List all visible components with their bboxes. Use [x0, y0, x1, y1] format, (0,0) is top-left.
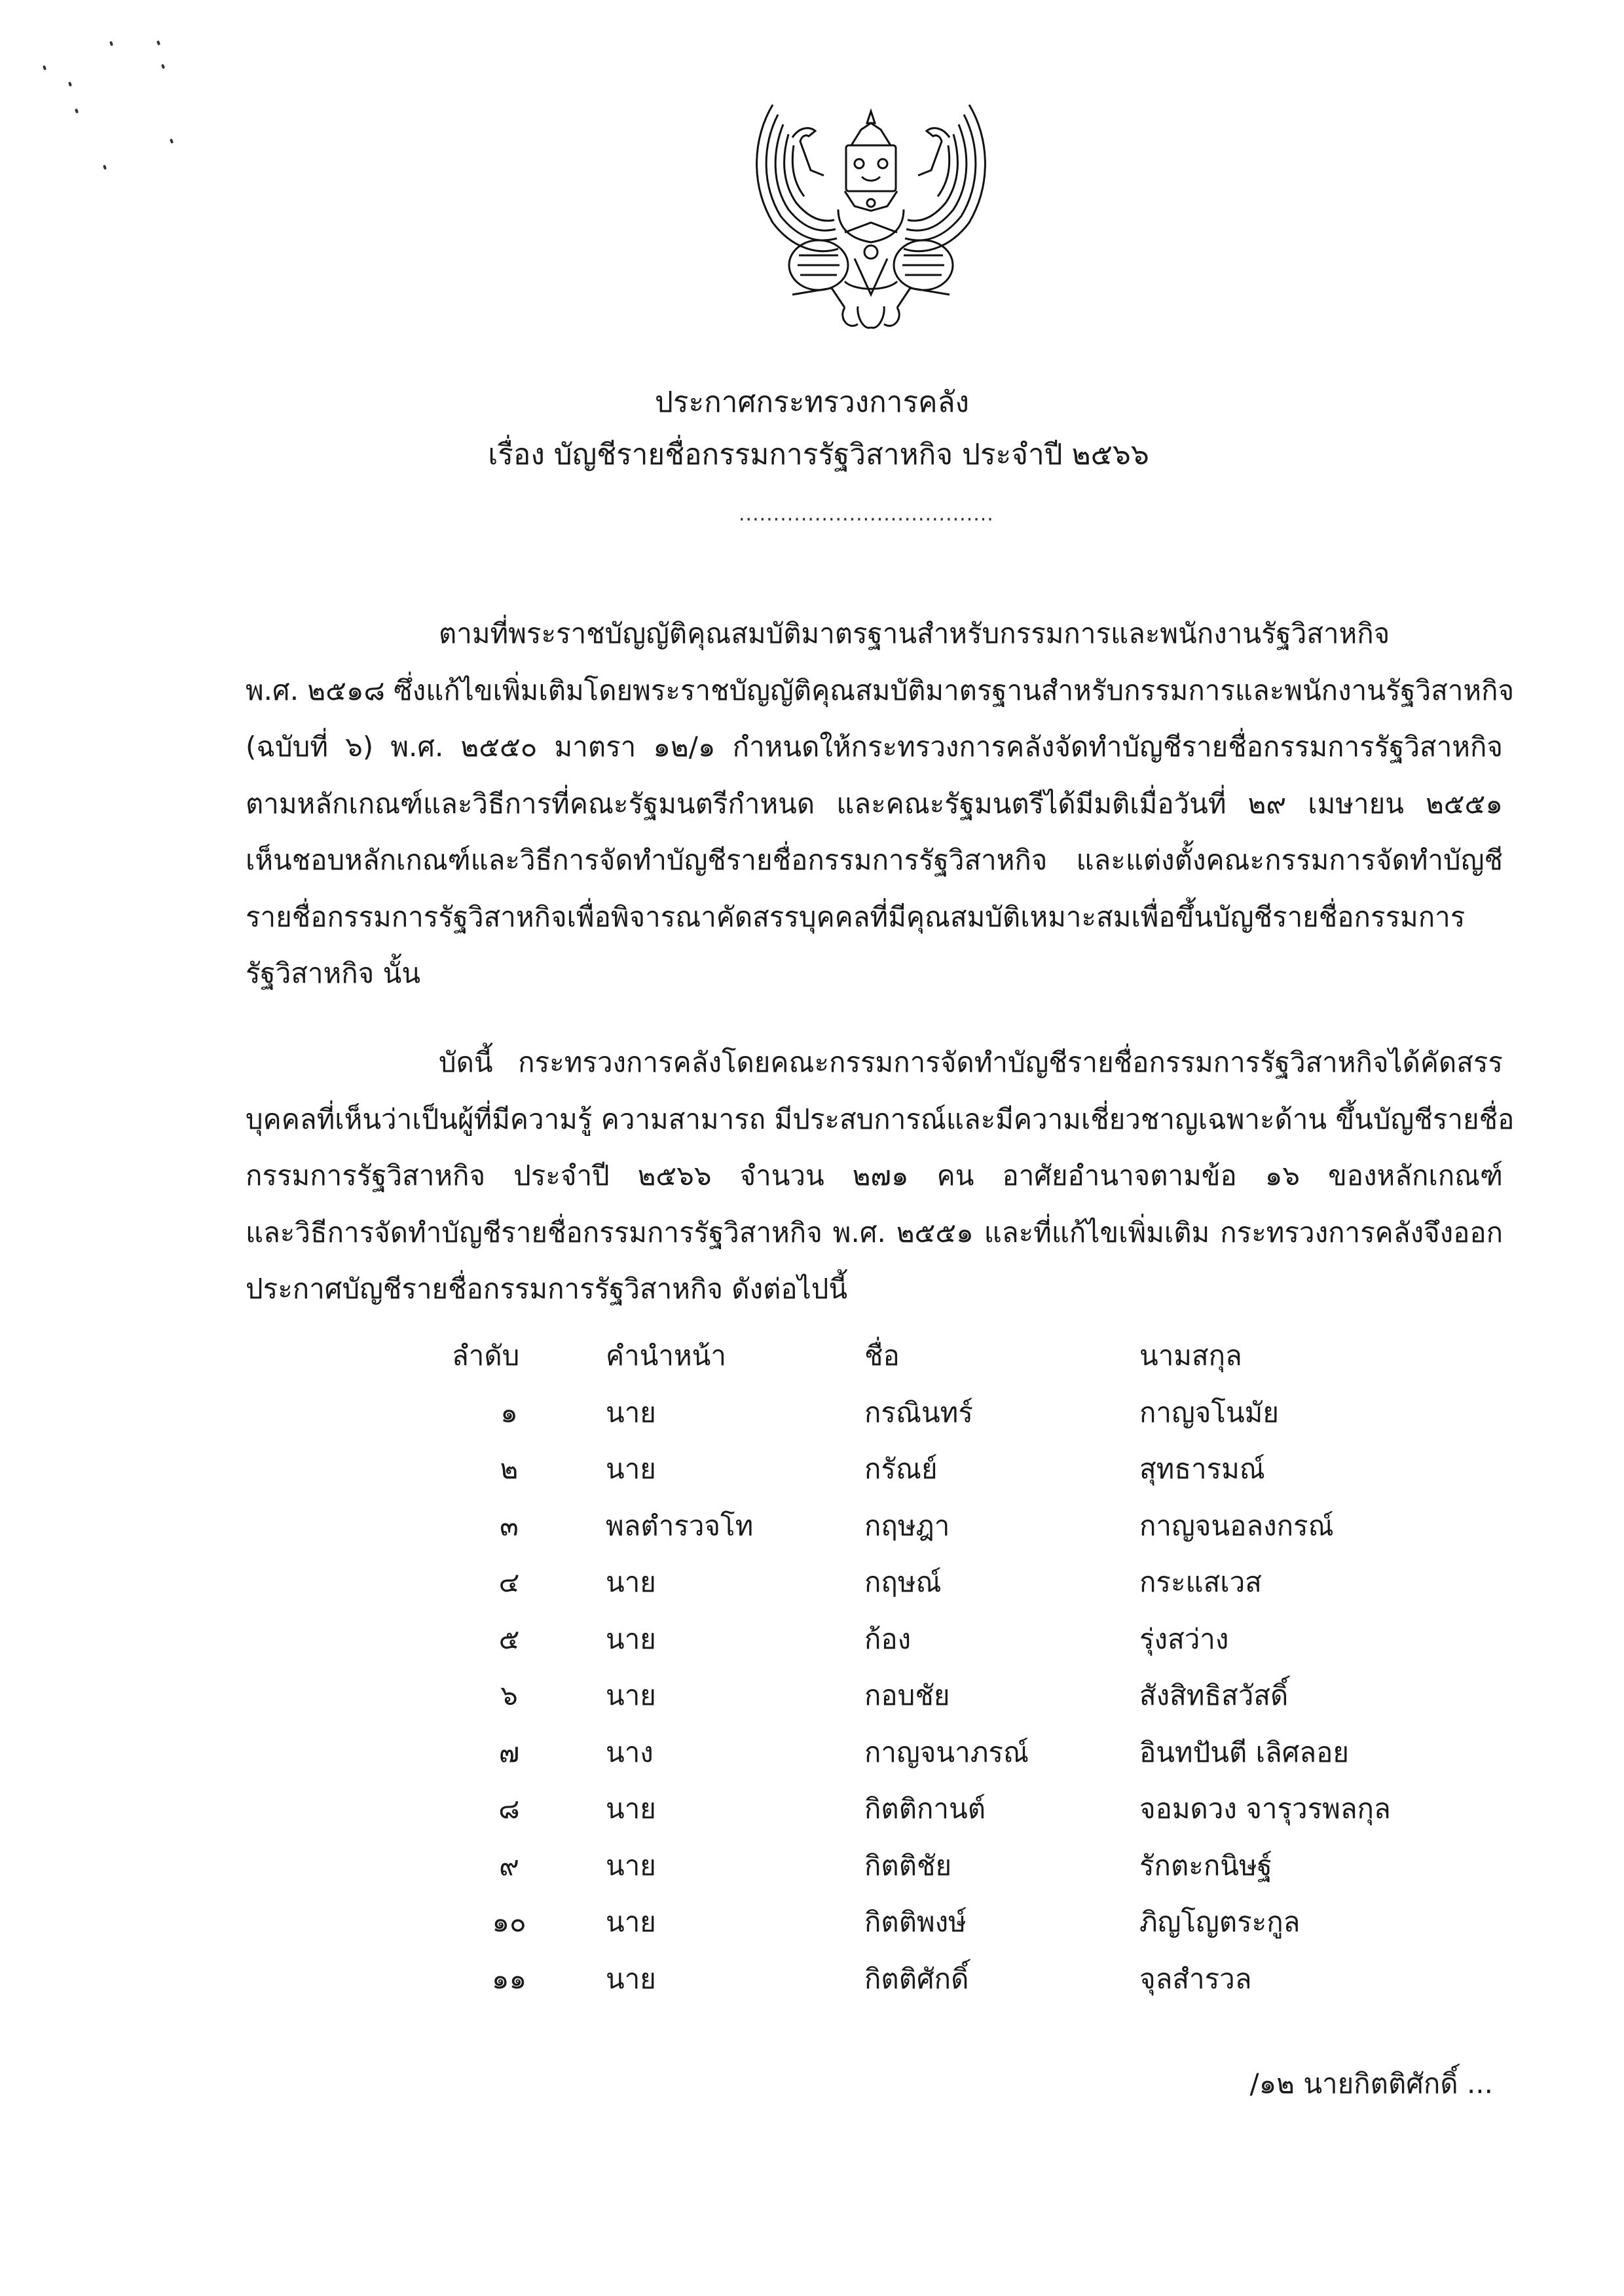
row-prefix: นาย: [606, 1849, 656, 1882]
row-first-name: กิตติศักดิ์: [864, 1962, 969, 1995]
row-number: ๘: [498, 1793, 520, 1825]
page-continuation: /๑๒ นายกิตติศักดิ์ ...: [1249, 2068, 1493, 2100]
row-prefix: นาย: [606, 1962, 656, 1995]
row-first-name: กอบชัย: [864, 1679, 950, 1712]
paragraph-line: เห็นชอบหลักเกณฑ์และวิธีการจัดทำบัญชีรายชื่อกรรมการรัฐวิสาหกิจ และแต่งตั้งคณะกรรมการจัดทำบัญชี: [246, 844, 1503, 876]
row-last-name: กระแสเวส: [1139, 1566, 1262, 1599]
scan-speck: [109, 41, 113, 46]
row-prefix: นาย: [606, 1622, 656, 1655]
row-last-name: อินทปันตี เลิศลอย: [1139, 1736, 1349, 1768]
row-first-name: กาญจนาภรณ์: [864, 1736, 1029, 1768]
garuda-emblem-icon: [747, 98, 995, 334]
row-prefix: นาย: [606, 1906, 656, 1939]
row-last-name: จุลสำรวล: [1139, 1962, 1252, 1995]
table-row: [452, 1838, 1434, 1895]
row-number: ๗: [498, 1736, 520, 1768]
table-row: [452, 1611, 1434, 1668]
scan-speck: [68, 82, 72, 87]
row-number: ๕: [498, 1622, 520, 1655]
paragraph-line: รายชื่อกรรมการรัฐวิสาหกิจเพื่อพิจารณาคัดสรรบุคคลที่มีคุณสมบัติเหมาะสมเพื่อขึ้นบัญชีรายชื่อกรรมการ: [246, 900, 1466, 933]
paragraph-line: และวิธีการจัดทำบัญชีรายชื่อกรรมการรัฐวิสาหกิจ พ.ศ. ๒๕๕๑ และที่แก้ไขเพิ่มเติม กระทรวงการคลังจึงออก: [246, 1216, 1503, 1248]
row-prefix: นาง: [606, 1736, 654, 1768]
table-row: [452, 1894, 1434, 1951]
column-header-last-name: นามสกุล: [1139, 1339, 1242, 1372]
row-number: ๙: [499, 1849, 519, 1882]
document-title: ประกาศกระทรวงการคลัง: [654, 386, 970, 419]
paragraph-line: รัฐวิสาหกิจ นั้น: [246, 957, 421, 989]
row-first-name: กรัณย์: [864, 1453, 938, 1485]
row-last-name: สุทธารมณ์: [1139, 1453, 1265, 1485]
paragraph-line: กรรมการรัฐวิสาหกิจ ประจำปี ๒๕๖๖ จำนวน ๒๗๑ คน อาศัยอำนาจตามข้อ ๑๖ ของหลักเกณฑ์: [246, 1159, 1503, 1192]
row-first-name: กฤษณ์: [864, 1566, 942, 1599]
row-first-name: กิตติพงษ์: [864, 1906, 967, 1939]
row-prefix: นาย: [606, 1566, 656, 1599]
scan-speck: [43, 65, 46, 71]
title-separator: .....................................: [739, 503, 994, 526]
row-first-name: กรณินทร์: [864, 1396, 973, 1429]
row-number: ๑๑: [491, 1962, 527, 1995]
row-prefix: นาย: [606, 1453, 656, 1485]
row-number: ๑๐: [492, 1906, 526, 1939]
table-row: [452, 1724, 1434, 1781]
document-subject: เรื่อง บัญชีรายชื่อกรรมการรัฐวิสาหกิจ ประจำปี ๒๕๖๖: [488, 438, 1149, 471]
row-number: ๓: [500, 1509, 519, 1542]
table-row: [452, 1951, 1434, 2008]
row-last-name: รุ่งสว่าง: [1139, 1622, 1229, 1655]
paragraph-preamble: [246, 606, 1515, 1002]
paragraph-line: ตามที่พระราชบัญญัติคุณสมบัติมาตรฐานสำหรับกรรมการและพนักงานรัฐวิสาหกิจ: [439, 617, 1390, 649]
paragraph-line: ตามหลักเกณฑ์และวิธีการที่คณะรัฐมนตรีกำหนด และคณะรัฐมนตรีได้มีมติเมื่อวันที่ ๒๙ เมษายน ๒๕๕๑: [246, 787, 1503, 820]
column-header-no: ลำดับ: [452, 1339, 520, 1372]
row-first-name: กฤษฎา: [864, 1509, 950, 1542]
row-prefix: พลตำรวจโท: [606, 1509, 754, 1542]
document-header: [0, 376, 1624, 481]
row-number: ๑: [500, 1396, 518, 1429]
column-header-first-name: ชื่อ: [864, 1339, 900, 1372]
row-last-name: กาญจนอลงกรณ์: [1139, 1509, 1334, 1542]
row-last-name: กาญจโนมัย: [1139, 1396, 1279, 1429]
row-prefix: นาย: [606, 1793, 656, 1825]
scan-speck: [161, 64, 165, 69]
row-number: ๖: [500, 1679, 518, 1712]
row-prefix: นาย: [606, 1396, 656, 1429]
scan-speck: [75, 109, 79, 114]
paragraph-line: บัดนี้ กระทรวงการคลังโดยคณะกรรมการจัดทำบัญชีรายชื่อกรรมการรัฐวิสาหกิจได้คัดสรร: [439, 1046, 1503, 1078]
column-header-prefix: คำนำหน้า: [606, 1339, 726, 1372]
paragraph-line: บุคคลที่เห็นว่าเป็นผู้ที่มีความรู้ ความสามารถ มีประสบการณ์และมีความเชี่ยวชาญเฉพาะด้าน ขึ้นบัญชีรายชื่อ: [246, 1102, 1515, 1135]
row-prefix: นาย: [606, 1679, 656, 1712]
row-last-name: รักตะกนิษฐ์: [1139, 1849, 1272, 1882]
paragraph-announcement: [246, 1034, 1515, 1318]
row-last-name: ภิญโญตระกูล: [1139, 1906, 1301, 1939]
row-first-name: กิตติกานต์: [864, 1793, 986, 1825]
scan-speck: [170, 139, 174, 144]
row-last-name: จอมดวง จารุวรพลกุล: [1139, 1793, 1391, 1825]
table-row: [452, 1385, 1434, 1442]
table-row: [452, 1441, 1434, 1498]
row-number: ๔: [498, 1566, 520, 1599]
paragraph-line: ประกาศบัญชีรายชื่อกรรมการรัฐวิสาหกิจ ดังต่อไปนี้: [246, 1273, 848, 1305]
row-last-name: สังสิทธิสวัสดิ์: [1139, 1679, 1289, 1712]
row-number: ๒: [500, 1453, 519, 1485]
paragraph-line: (ฉบับที่ ๖) พ.ศ. ๒๕๕๐ มาตรา ๑๒/๑ กำหนดให้กระทรวงการคลังจัดทำบัญชีรายชื่อกรรมการรัฐวิสาหกิจ: [246, 731, 1503, 763]
scan-speck: [157, 41, 160, 46]
paragraph-line: พ.ศ. ๒๕๑๘ ซึ่งแก้ไขเพิ่มเติมโดยพระราชบัญญัติคุณสมบัติมาตรฐานสำหรับกรรมการและพนักงานรัฐวิสาหกิจ: [246, 674, 1515, 706]
table-row: [452, 1667, 1434, 1724]
table-header-row: [452, 1328, 1434, 1385]
row-first-name: ก้อง: [864, 1622, 912, 1655]
table-row: [452, 1554, 1434, 1611]
scan-speck: [103, 165, 107, 170]
table-row: [452, 1498, 1434, 1555]
table-row: [452, 1781, 1434, 1838]
row-first-name: กิตติชัย: [864, 1849, 952, 1882]
director-list-table: [452, 1328, 1434, 2007]
